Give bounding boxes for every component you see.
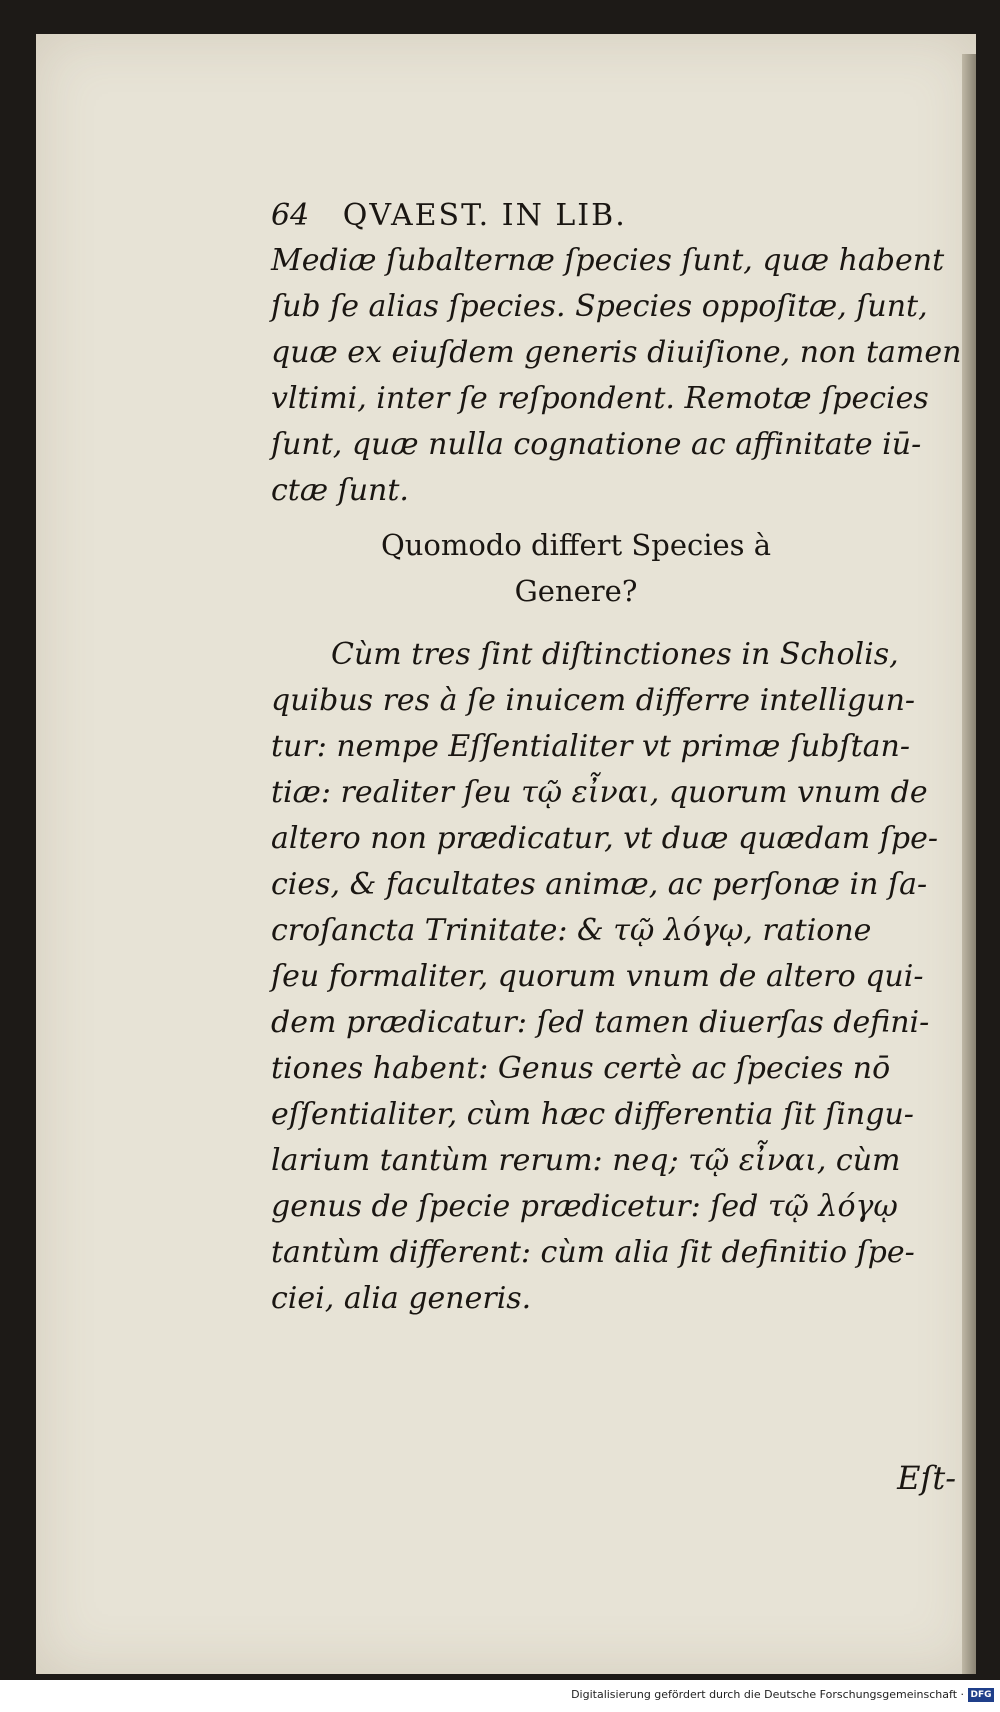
text-line: ſunt, quæ nulla cognatione ac affinitate iū- <box>271 427 922 462</box>
page-text-block <box>271 194 981 1322</box>
funding-credit: Digitalisierung gefördert durch die Deutsche Forschungsgemeinschaft · <box>571 1688 964 1701</box>
running-head-title: QVAEST. IN LIB. <box>342 198 627 233</box>
text-line: larium tantùm rerum: neq; τῷ εἶναι, cùm <box>271 1143 901 1178</box>
text-line: cies, & facultates animæ, ac perſonæ in ſa- <box>271 867 928 902</box>
section-heading-line: Genere? <box>514 574 638 608</box>
dfg-logo: DFG <box>968 1688 994 1702</box>
paragraph-distinctions <box>271 632 981 1322</box>
text-line: tur: nempe Eſſentialiter vt primæ ſubſtan- <box>271 729 910 764</box>
text-line: tantùm different: cùm alia ſit definitio ſpe- <box>271 1235 915 1270</box>
running-header <box>271 194 981 238</box>
text-line: genus de ſpecie prædicetur: ſed τῷ λόγῳ <box>271 1189 898 1224</box>
text-line: croſancta Trinitate: & τῷ λόγῳ, ratione <box>271 913 872 948</box>
text-line: eſſentialiter, cùm hæc differentia ſit ſingu- <box>271 1097 914 1132</box>
text-line: Cùm tres ſint diſtinctiones in Scholis, <box>331 637 899 672</box>
text-line: dem prædicatur: ſed tamen diuerſas defini- <box>271 1005 930 1040</box>
text-line: ciei, alia generis. <box>271 1281 532 1316</box>
section-heading <box>271 522 981 614</box>
text-line: ſub ſe alias ſpecies. Species oppoſitæ, ſunt, <box>271 289 928 324</box>
text-line: tiones habent: Genus certè ac ſpecies nō <box>271 1051 891 1086</box>
paragraph-species-definitions <box>271 238 981 514</box>
section-heading-line: Quomodo differt Species à <box>380 528 772 562</box>
text-line: tiæ: realiter ſeu τῷ εἶναι, quorum vnum de <box>271 775 928 810</box>
text-line: vltimi, inter ſe reſpondent. Remotæ ſpecies <box>271 381 929 416</box>
book-page <box>36 34 976 1674</box>
text-line: Mediæ ſubalternæ ſpecies ſunt, quæ habent <box>271 243 945 278</box>
page-number: 64 <box>271 198 310 233</box>
catchword: Eſt- <box>897 1459 956 1497</box>
text-line: quibus res à ſe inuicem differre intelligun- <box>271 683 916 718</box>
digitization-footer <box>0 1680 1000 1712</box>
text-line: quæ ex eiuſdem generis diuiſione, non tamen <box>271 335 962 370</box>
text-line: altero non prædicatur, vt duæ quædam ſpe- <box>271 821 938 856</box>
text-line: ctæ ſunt. <box>271 473 409 508</box>
text-line: ſeu formaliter, quorum vnum de altero qui- <box>271 959 924 994</box>
